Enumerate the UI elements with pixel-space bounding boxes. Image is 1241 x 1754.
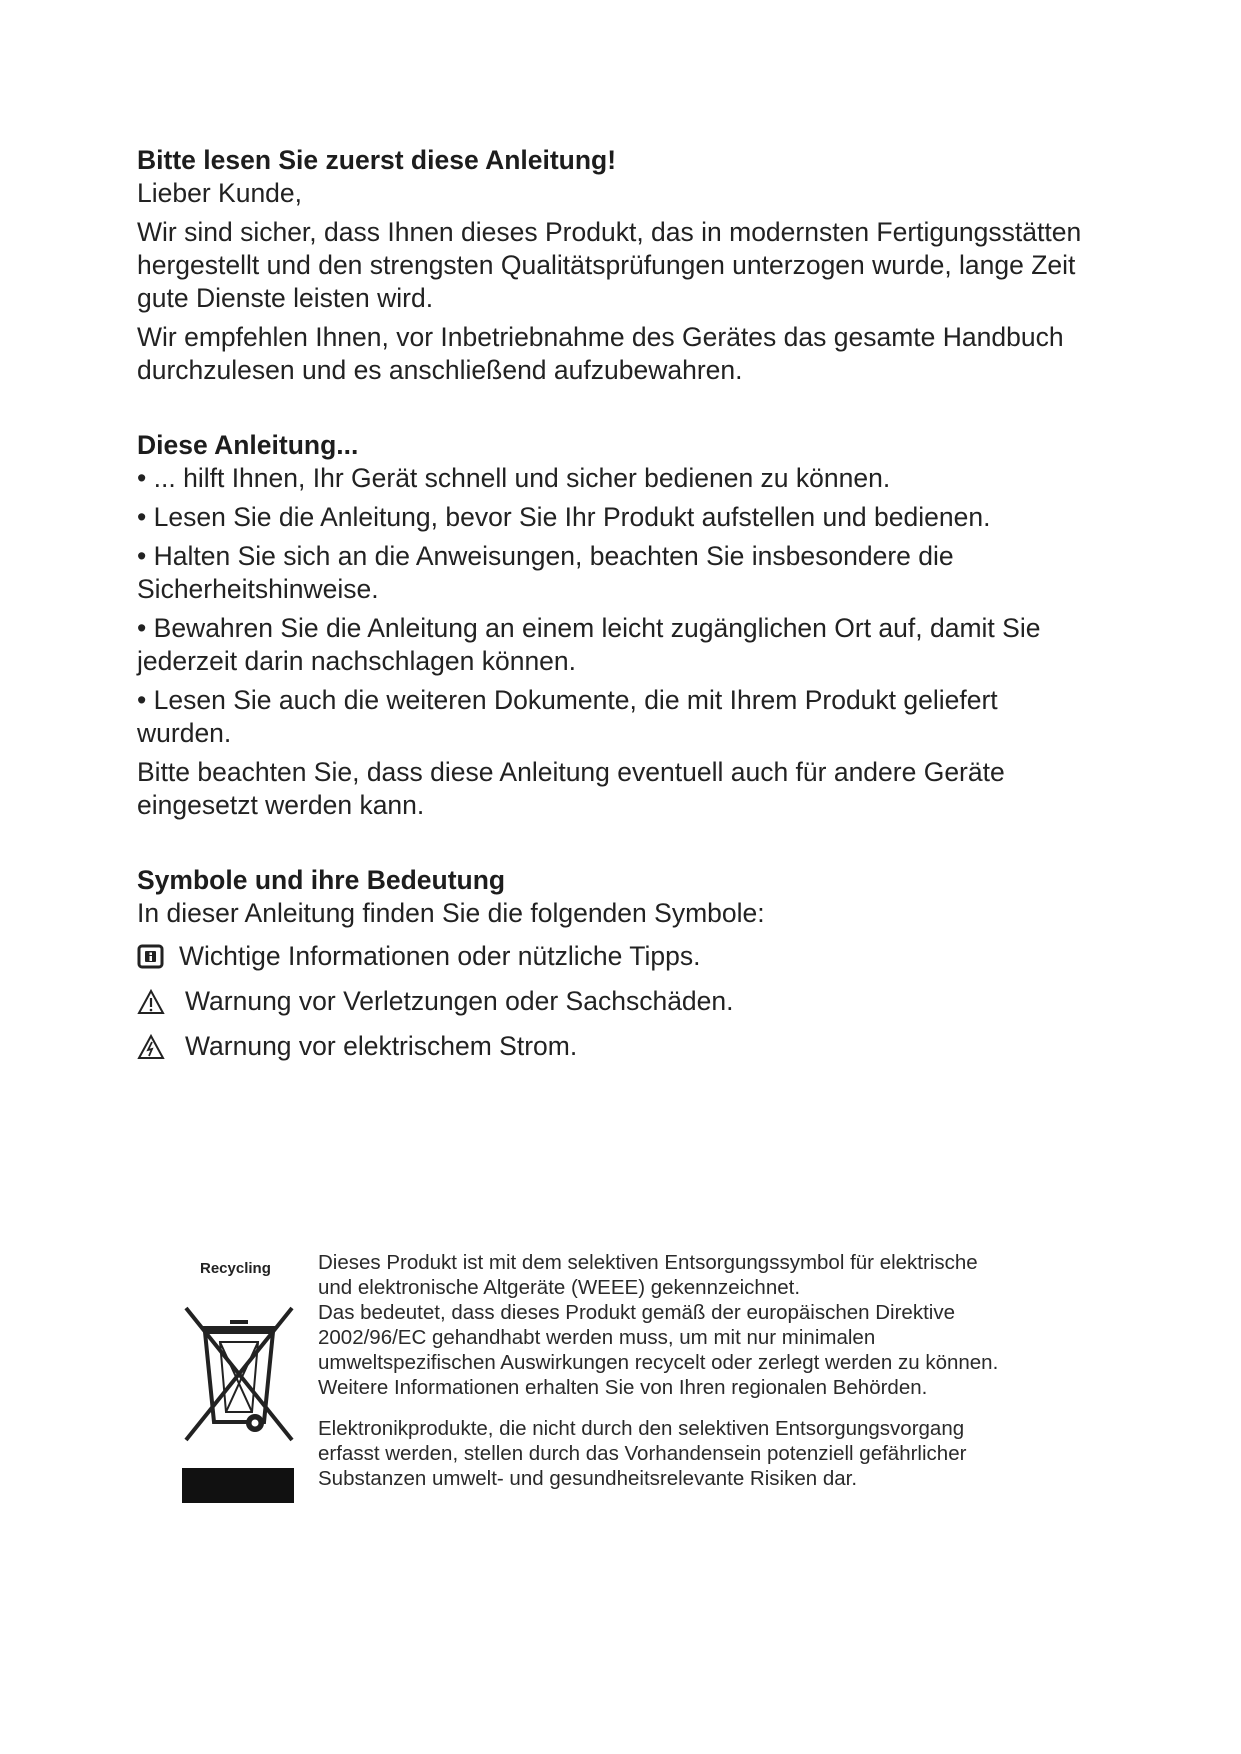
text-line: Wir empfehlen Ihnen, vor Inbetriebnahme des Gerätes das gesamte Handbuch xyxy=(137,322,1064,352)
text-line: Substanzen umwelt- und gesundheitsrelevante Risiken dar. xyxy=(318,1467,858,1490)
recycling-label: Recycling xyxy=(200,1260,271,1277)
text-line: durchzulesen und es anschließend aufzubewahren. xyxy=(137,355,743,385)
list-item xyxy=(137,540,1117,606)
recycling-section xyxy=(180,1250,1080,1520)
text-line: wurden. xyxy=(137,718,232,748)
section-title-symbols: Symbole und ihre Bedeutung xyxy=(137,865,506,895)
text-line: • Lesen Sie auch die weiteren Dokumente, die mit Ihrem Produkt geliefert xyxy=(137,685,998,715)
note-paragraph xyxy=(137,756,1117,822)
symbols-intro: In dieser Anleitung finden Sie die folgenden Symbole: xyxy=(137,898,765,928)
main-content xyxy=(137,144,1117,1065)
text-line: • ... hilft Ihnen, Ihr Gerät schnell und sicher bedienen zu können. xyxy=(137,463,891,493)
symbol-row-electric xyxy=(137,1028,1117,1065)
text-line: gute Dienste leisten wird. xyxy=(137,283,434,313)
symbol-row-warning xyxy=(137,983,1117,1020)
text-line: Wir sind sicher, dass Ihnen dieses Produkt, das in modernsten Fertigungsstätten xyxy=(137,217,1082,247)
salutation: Lieber Kunde, xyxy=(137,178,303,208)
text-line: umweltspezifischen Auswirkungen recycelt oder zerlegt werden zu können. xyxy=(318,1351,999,1374)
text-line: • Lesen Sie die Anleitung, bevor Sie Ihr Produkt aufstellen und bedienen. xyxy=(137,502,991,532)
list-item xyxy=(137,684,1117,750)
list-item xyxy=(137,462,1117,495)
text-line: • Halten Sie sich an die Anweisungen, beachten Sie insbesondere die xyxy=(137,541,954,571)
symbol-row-info xyxy=(137,938,1117,975)
warning-triangle-icon xyxy=(137,988,165,1016)
list-item xyxy=(137,501,1117,534)
recommendation-paragraph xyxy=(137,321,1117,387)
text-line: Das bedeutet, dass dieses Produkt gemäß der europäischen Direktive xyxy=(318,1301,955,1324)
electric-warning-icon xyxy=(137,1033,165,1061)
text-line: • Bewahren Sie die Anleitung an einem leicht zugänglichen Ort auf, damit Sie xyxy=(137,613,1041,643)
text-line: Dieses Produkt ist mit dem selektiven Entsorgungssymbol für elektrische xyxy=(318,1251,978,1274)
section-title-this-manual: Diese Anleitung... xyxy=(137,430,359,460)
text-line: eingesetzt werden kann. xyxy=(137,790,425,820)
text-line: und elektronische Altgeräte (WEEE) gekennzeichnet. xyxy=(318,1276,801,1299)
symbol-text-electric: Warnung vor elektrischem Strom. xyxy=(185,1031,578,1061)
text-line: Weitere Informationen erhalten Sie von Ihren regionalen Behörden. xyxy=(318,1376,928,1399)
text-line: Bitte beachten Sie, dass diese Anleitung eventuell auch für andere Geräte xyxy=(137,757,1005,787)
text-line: 2002/96/EC gehandhabt werden muss, um mit nur minimalen xyxy=(318,1326,876,1349)
text-line: hergestellt und den strengsten Qualitätsprüfungen unterzogen wurde, lange Zeit xyxy=(137,250,1076,280)
section-title-read-first: Bitte lesen Sie zuerst diese Anleitung! xyxy=(137,145,617,175)
recycling-text xyxy=(318,1250,1088,1491)
symbol-text-info: Wichtige Informationen oder nützliche Tipps. xyxy=(179,941,701,971)
text-line: erfasst werden, stellen durch das Vorhandensein potenziell gefährlicher xyxy=(318,1442,967,1465)
info-icon xyxy=(137,943,165,971)
intro-paragraph xyxy=(137,216,1117,315)
weee-crossed-bin-icon xyxy=(180,1290,298,1505)
symbol-text-warning: Warnung vor Verletzungen oder Sachschäden. xyxy=(185,986,734,1016)
text-line: Elektronikprodukte, die nicht durch den selektiven Entsorgungsvorgang xyxy=(318,1417,965,1440)
text-line: Sicherheitshinweise. xyxy=(137,574,379,604)
bullet-list xyxy=(137,462,1117,750)
list-item xyxy=(137,612,1117,678)
text-line: jederzeit darin nachschlagen können. xyxy=(137,646,577,676)
